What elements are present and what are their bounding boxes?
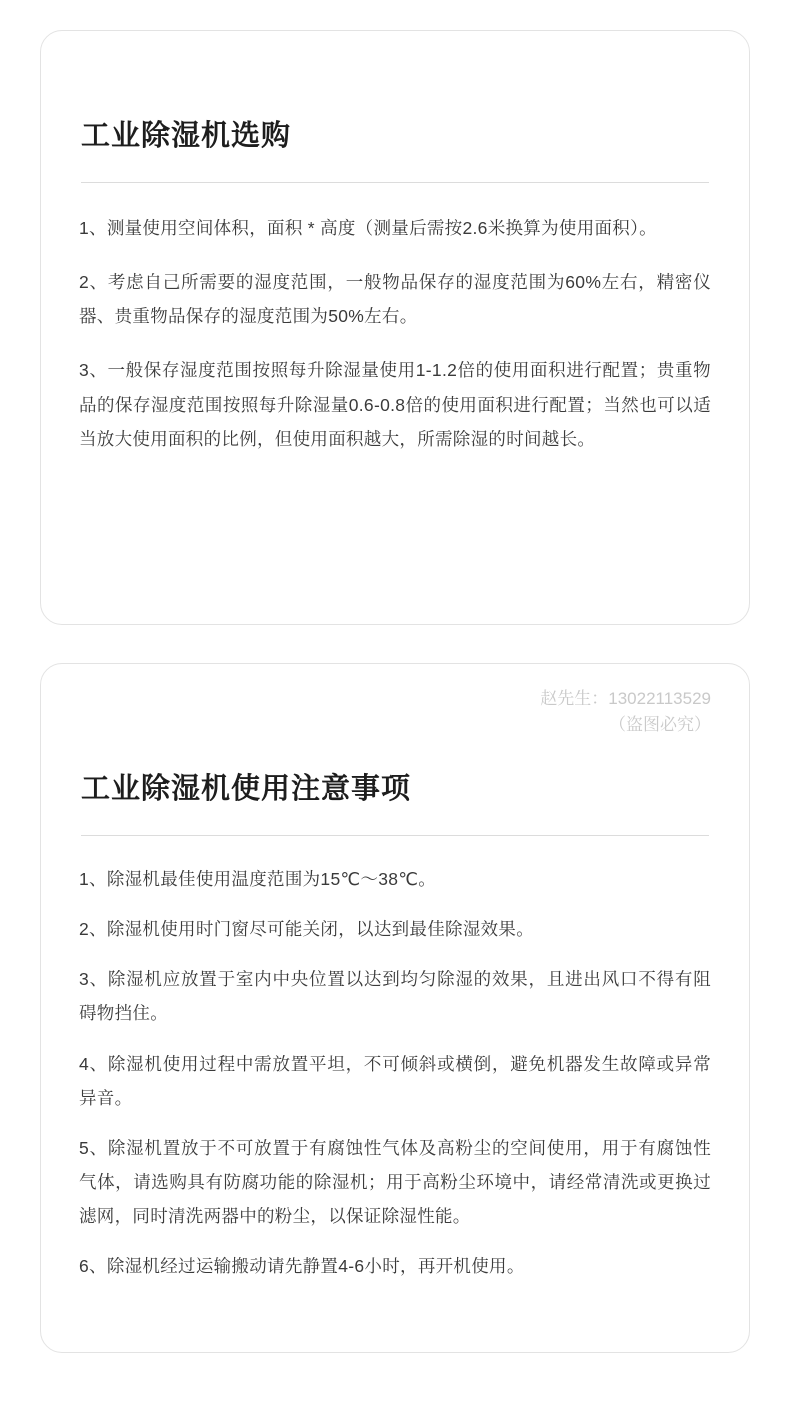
title-divider bbox=[81, 182, 709, 183]
contact-watermark bbox=[540, 686, 711, 737]
usage-notes-item-4: 4、除湿机使用过程中需放置平坦，不可倾斜或横倒，避免机器发生故障或异常异音。 bbox=[79, 1053, 711, 1108]
usage-notes-item-2: 2、除湿机使用时门窗尽可能关闭，以达到最佳除湿效果。 bbox=[79, 919, 535, 940]
usage-notes-title: 工业除湿机使用注意事项 bbox=[81, 773, 412, 805]
usage-notes-item-5: 5、除湿机置放于不可放置于有腐蚀性气体及高粉尘的空间使用，用于有腐蚀性气体，请选购具有防腐功能的除湿机；用于高粉尘环境中，请经常清洗或更换过滤网，同时清洗两器中的粉尘，以保证除湿性能。 bbox=[79, 1137, 711, 1226]
usage-notes-item-1: 1、除湿机最佳使用温度范围为15℃～38℃。 bbox=[79, 869, 437, 889]
usage-notes-card bbox=[40, 663, 750, 1353]
purchase-guide-item-1: 1、测量使用空间体积，面积 * 高度（测量后需按2.6米换算为使用面积）。 bbox=[79, 218, 657, 238]
usage-notes-item-6: 6、除湿机经过运输搬动请先静置4-6小时，再开机使用。 bbox=[79, 1256, 525, 1277]
purchase-guide-item-3: 3、一般保存湿度范围按照每升除湿量使用1-1.2倍的使用面积进行配置；贵重物品的保存湿度范围按照每升除湿量0.6-0.8倍的使用面积进行配置；当然也可以适当放大使用面积的比例，但使用面积越大，所需除湿的时间越长。 bbox=[79, 360, 711, 449]
usage-notes-body bbox=[79, 862, 711, 1283]
purchase-guide-item-2: 2、考虑自己所需要的湿度范围，一般物品保存的湿度范围为60%左右，精密仪器、贵重物品保存的湿度范围为50%左右。 bbox=[79, 272, 711, 327]
purchase-guide-body bbox=[79, 211, 711, 456]
purchase-guide-title: 工业除湿机选购 bbox=[81, 120, 292, 152]
title-divider bbox=[81, 835, 709, 836]
usage-notes-item-3: 3、除湿机应放置于室内中央位置以达到均匀除湿的效果，且进出风口不得有阻碍物挡住。 bbox=[79, 969, 711, 1024]
watermark-notice-line: （盗图必究） bbox=[609, 714, 711, 734]
purchase-guide-card bbox=[40, 30, 750, 625]
watermark-contact-line: 赵先生：13022113529 bbox=[540, 689, 711, 708]
